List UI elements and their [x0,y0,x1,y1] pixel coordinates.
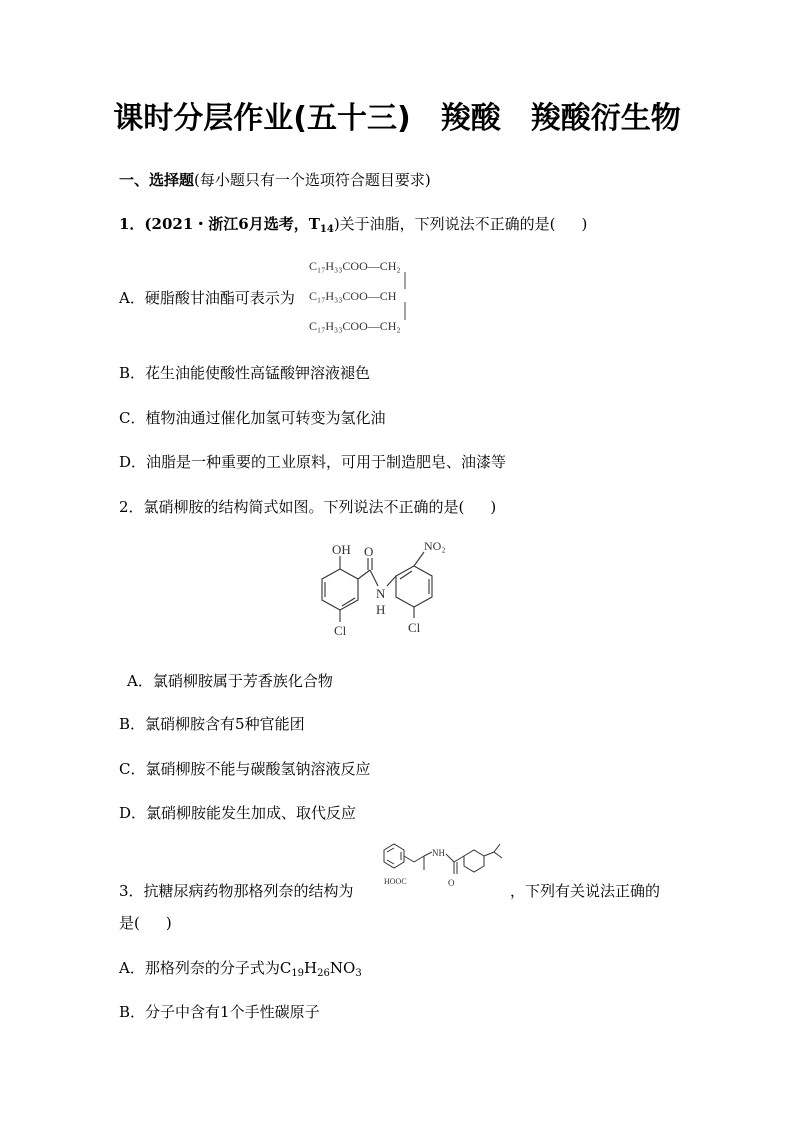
q1-stem [119,213,587,234]
q2-stem-close: ) [490,498,497,516]
q2-struct-h: H [376,602,386,617]
q2-struct-no2: NO₂ [424,539,446,553]
q3-stem-part1: 3．抗糖尿病药物那格列奈的结构为 [119,882,354,900]
q1-struct-line-2: C₁₇H₃₃COO—CH [309,289,397,303]
q1-stem-pre: 1．(2021・浙江6月选考，T [119,215,320,233]
q1-struct-line-3: C₁₇H₃₃COO—CH₂ [309,319,401,333]
q1-struct-bonds [395,270,415,326]
q2-option-d: D．氯硝柳胺能发生加成、取代反应 [119,804,357,822]
q1-stem-post: )关于油脂，下列说法不正确的是( [333,215,556,233]
q3-option-a-sub2: 26 [317,968,330,979]
q3-stem-line2-text: 是( [119,914,140,932]
q2-niclosamide-structure [310,534,480,644]
q3-struct-o: O [448,878,455,888]
q3-struct-nh: NH [432,848,445,858]
q1-stem-close: ) [581,215,588,233]
q3-option-a [119,957,362,978]
q3-option-a-pre: A．那格列奈的分子式为C [119,959,292,977]
q3-stem-line2 [119,912,172,933]
q2-struct-cl-right: Cl [408,620,421,635]
q1-option-c: C．植物油通过催化加氢可转变为氢化油 [119,409,386,427]
section-heading [119,169,431,190]
q3-option-a-sub3: 3 [355,968,362,979]
q2-option-a: A．氯硝柳胺属于芳香族化合物 [127,672,333,690]
q1-struct-line-1: C₁₇H₃₃COO—CH₂ [309,259,401,273]
q3-option-a-mid1: H [304,959,318,977]
q3-struct-hooc: HOOC [384,877,407,886]
q3-option-b: B．分子中含有1个手性碳原子 [119,1003,320,1021]
q3-option-a-mid2: NO [329,959,356,977]
page-title: 课时分层作业(五十三) 羧酸 羧酸衍生物 [113,101,681,136]
q1-option-b: B．花生油能使酸性高锰酸钾溶液褪色 [119,364,371,382]
q2-option-b: B．氯硝柳胺含有5种官能团 [119,715,305,733]
q3-stem-part2: ，下列有关说法正确的 [510,882,661,900]
q2-struct-o: O [364,544,374,559]
q1-option-d: D．油脂是一种重要的工业原料，可用于制造肥皂、油漆等 [119,453,507,471]
section-heading-label: 一、选择题 [119,171,195,189]
q2-stem [119,496,496,517]
q2-struct-cl-left: Cl [334,623,347,638]
q2-struct-n: N [376,586,386,601]
q2-stem-text: 2．氯硝柳胺的结构简式如图。下列说法不正确的是( [119,498,465,516]
section-heading-note: (每小题只有一个选项符合题目要求) [194,171,431,189]
q3-nateglinide-structure [370,840,518,896]
q2-option-c: C．氯硝柳胺不能与碳酸氢钠溶液反应 [119,760,371,778]
q1-option-a: A．硬脂酸甘油酯可表示为 [119,289,295,307]
q1-stem-sub: 14 [319,224,334,235]
q3-stem-close: ) [165,914,172,932]
q3-option-a-sub1: 19 [291,968,305,979]
q2-struct-oh: OH [332,542,351,557]
